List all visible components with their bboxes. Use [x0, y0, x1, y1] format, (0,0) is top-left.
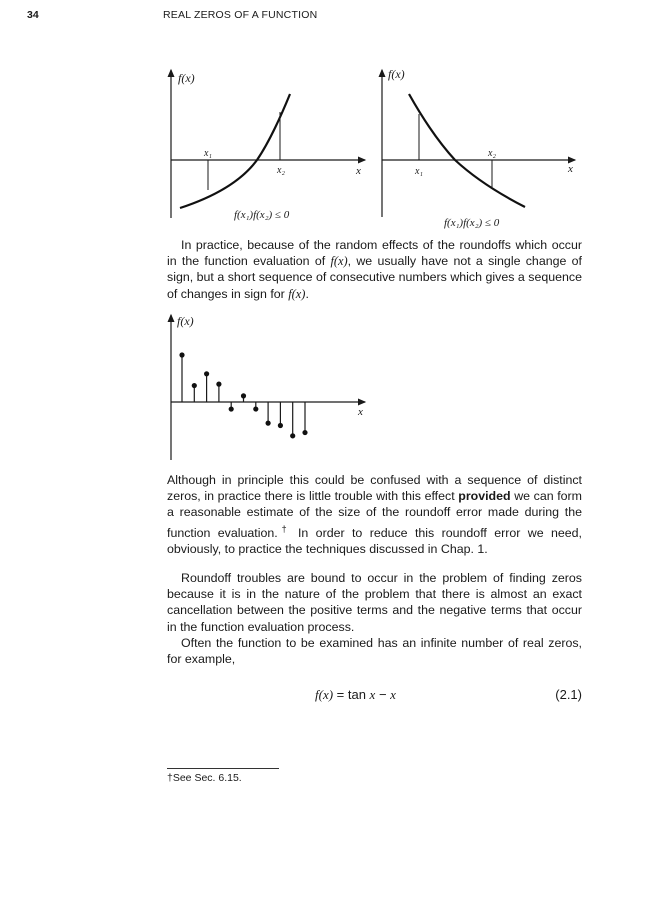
stem-point: [229, 406, 234, 411]
y-axis-label: f(x): [178, 71, 195, 85]
curve: [409, 94, 525, 207]
x1-label: x₁: [415, 166, 423, 177]
running-title: REAL ZEROS OF A FUNCTION: [163, 9, 318, 21]
page-number: 34: [27, 9, 39, 21]
y-axis-label: f(x): [388, 67, 405, 81]
stem-point: [278, 423, 283, 428]
caption: f(x₁)f(x₂) ≤ 0: [234, 209, 290, 221]
stem-point: [253, 406, 258, 411]
stem-point: [290, 433, 295, 438]
curve: [180, 94, 290, 208]
x-axis-label: x: [356, 165, 361, 177]
x2-label: x₂: [488, 148, 496, 159]
caption: f(x₁)f(x₂) ≤ 0: [444, 217, 500, 229]
paragraph-roundoff-effects: In practice, because of the random effects of the roundoffs which occur in the function evaluation of f(x), we usually have not a single change of sign, but a short sequence of consecutive numbers which gives a sequence of changes in sign for f(x).: [167, 238, 582, 301]
figure-sign-change-sequence: [160, 305, 380, 465]
figure-decreasing-function: [370, 60, 585, 235]
paragraph-infinite-zeros: Often the function to be examined has an infinite number of real zeros, for example,: [167, 636, 582, 667]
paragraph-roundoff-troubles: Roundoff troubles are bound to occur in the problem of finding zeros because it is in the nature of the problem that there is almost an exact cancellation between the positive terms and the negative terms that occur in the function evaluation process.: [167, 571, 582, 634]
stem-point: [266, 421, 271, 426]
stem-point: [216, 382, 221, 387]
y-axis-label: f(x): [177, 314, 194, 328]
equation-expression: f(x) = tan x − x: [315, 687, 396, 702]
x-axis-label: x: [568, 163, 573, 175]
stem-point: [241, 393, 246, 398]
equation-number: (2.1): [555, 687, 582, 702]
equation-2-1: [167, 687, 582, 707]
stem-point: [302, 430, 307, 435]
x1-label: x₁: [204, 148, 212, 159]
stem-point: [192, 383, 197, 388]
stem-point: [179, 352, 184, 357]
paragraph-distinct-zeros: Although in principle this could be confused with a sequence of distinct zeros, in practice there is little trouble with this effect provided we can form a reasonable estimate of the size of the roundoff error made during the function evaluation.† In order to reduce this roundoff error we need, obviously, to practice the techniques discussed in Chap. 1.: [167, 473, 582, 556]
stem-points: [179, 352, 307, 438]
figure-increasing-function: [160, 60, 375, 230]
footnote: †See Sec. 6.15.: [167, 772, 242, 784]
stem-point: [204, 371, 209, 376]
footnote-marker[interactable]: †: [277, 523, 291, 534]
footnote-divider: [167, 768, 279, 769]
x-axis-label: x: [358, 406, 363, 418]
x2-label: x₂: [277, 165, 285, 176]
